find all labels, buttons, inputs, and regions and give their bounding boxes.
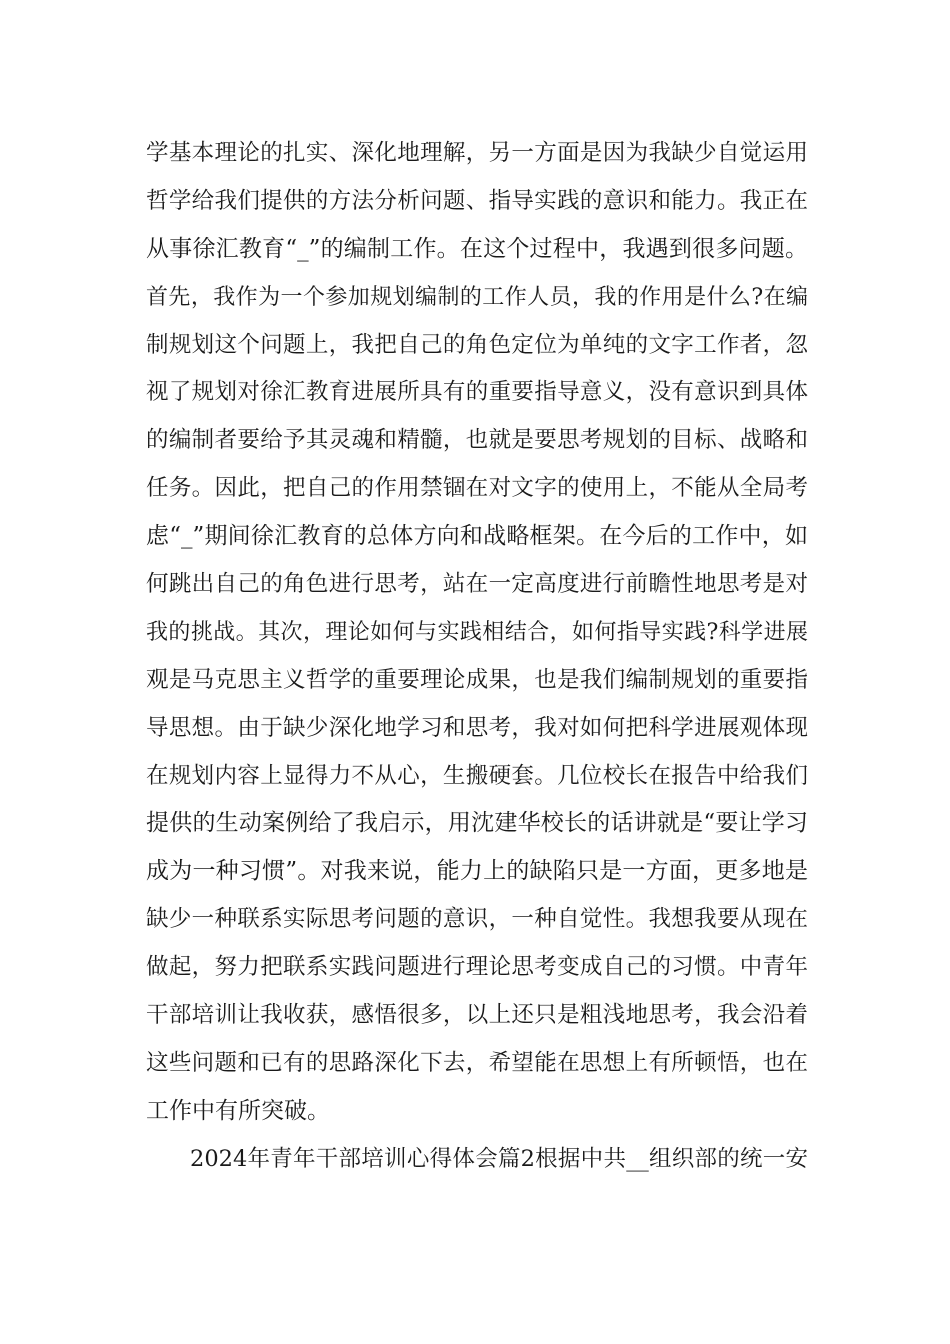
text-line: 虑“_”期间徐汇教育的总体方向和战略框架。在今后的工作中，如: [146, 523, 808, 550]
text-line: 制规划这个问题上，我把自己的角色定位为单纯的文字工作者，忽: [146, 331, 808, 358]
text-line: 这些问题和已有的思路深化下去，希望能在思想上有所顿悟，也在: [146, 1049, 808, 1076]
paragraph-1: [146, 130, 808, 1136]
text-line: 哲学给我们提供的方法分析问题、指导实践的意识和能力。我正在: [146, 187, 808, 214]
text-line: 干部培训让我收获，感悟很多，以上还只是粗浅地思考，我会沿着: [146, 1002, 808, 1029]
text-line: 我的挑战。其次，理论如何与实践相结合，如何指导实践?科学进展: [146, 619, 808, 645]
text-line: 首先，我作为一个参加规划编制的工作人员，我的作用是什么?在编: [146, 284, 808, 310]
text-line: 导思想。由于缺少深化地学习和思考，我对如何把科学进展观体现: [146, 714, 808, 741]
text-line: 做起，努力把联系实践问题进行理论思考变成自己的习惯。中青年: [146, 954, 808, 981]
text-line: 工作中有所突破。: [146, 1097, 330, 1124]
text-line: 学基本理论的扎实、深化地理解，另一方面是因为我缺少自觉运用: [146, 140, 808, 166]
text-line: 任务。因此，把自己的作用禁锢在对文字的使用上，不能从全局考: [146, 475, 808, 502]
text-line: 的编制者要给予其灵魂和精髓，也就是要思考规划的目标、战略和: [146, 427, 808, 454]
text-line: 何跳出自己的角色进行思考，站在一定高度进行前瞻性地思考是对: [146, 571, 808, 598]
text-line: 视了规划对徐汇教育进展所具有的重要指导意义，没有意识到具体: [146, 379, 808, 406]
text-line: 提供的生动案例给了我启示，用沈建华校长的话讲就是“要让学习: [146, 810, 808, 837]
text-line: 从事徐汇教育“_”的编制工作。在这个过程中，我遇到很多问题。: [146, 235, 808, 262]
paragraph-2: [146, 1136, 808, 1184]
text-line: 观是马克思主义哲学的重要理论成果，也是我们编制规划的重要指: [146, 666, 808, 693]
text-line: 在规划内容上显得力不从心，生搬硬套。几位校长在报告中给我们: [146, 762, 808, 789]
text-line: 成为一种习惯”。对我来说，能力上的缺陷只是一方面，更多地是: [146, 858, 808, 885]
text-line: 2024年青年干部培训心得体会篇2根据中共__组织部的统一安: [190, 1145, 808, 1172]
text-line: 缺少一种联系实际思考问题的意识，一种自觉性。我想我要从现在: [146, 906, 808, 933]
document-body: [146, 130, 808, 1184]
